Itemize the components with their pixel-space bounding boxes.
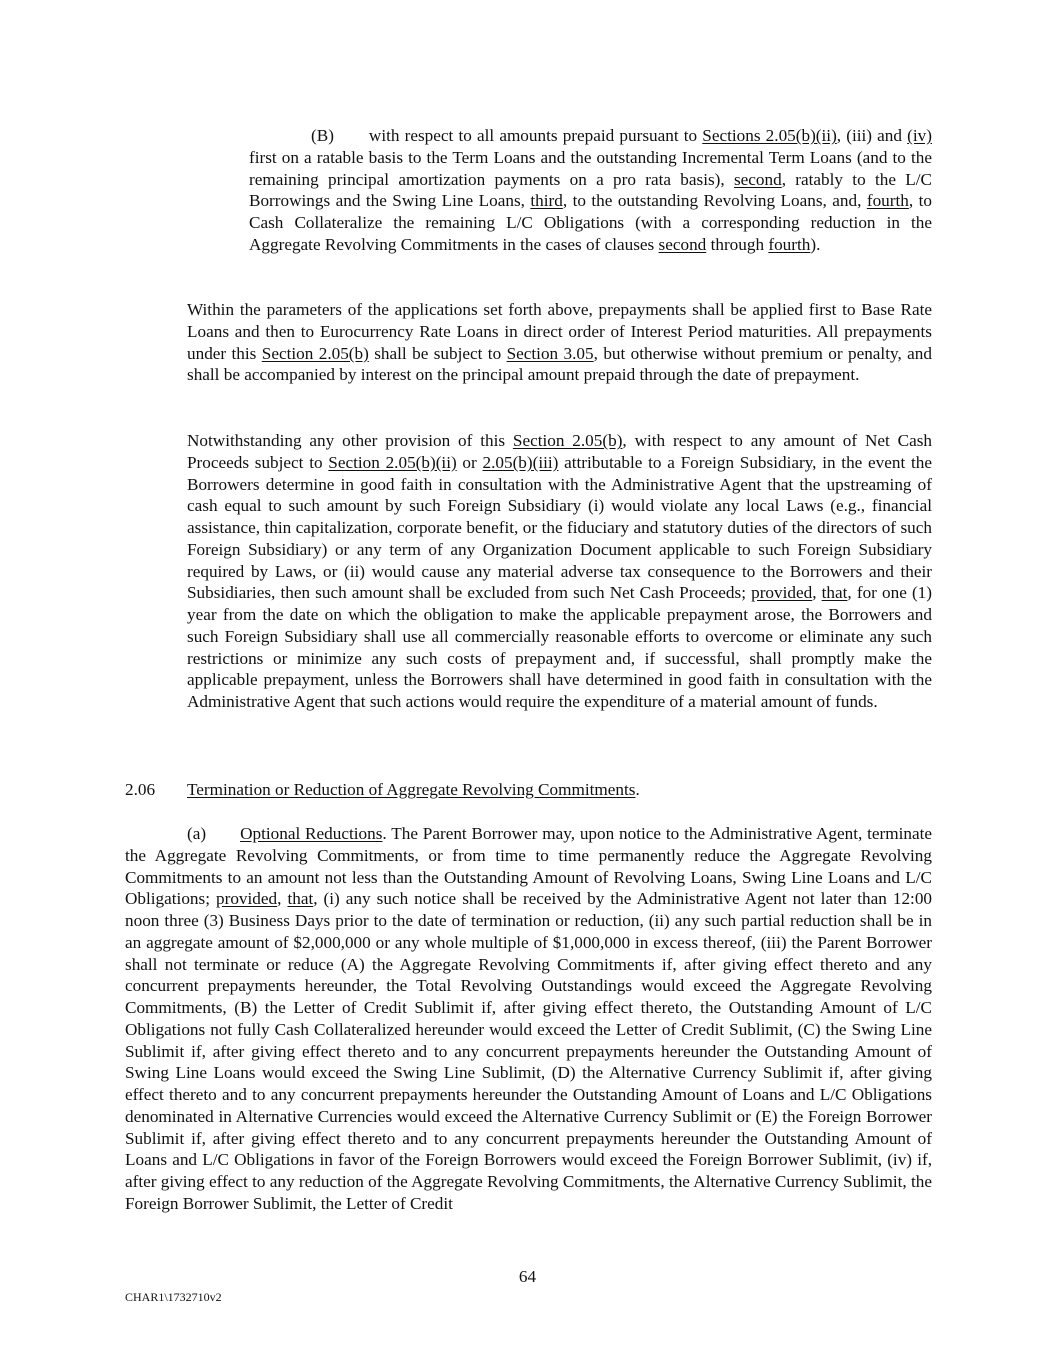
- section-heading: 2.06 Termination or Reduction of Aggregate Revolving Commitments.: [125, 780, 640, 799]
- foreign-subsidiary-paragraph: Notwithstanding any other provision of this Section 2.05(b), with respect to any amount of Net Cash Proceeds subject to Section 2.05(b)(ii) or 2.05(b)(iii) attributable to a Foreign Subsidiary, in the event the Borrowers determine in good faith in consultation with the Administrative Agent that the upstreaming of cash equal to such amount by such Foreign Subsidiary (i) would violate any local Laws (e.g., financial assistance, thin capitalization, corporate benefit, or the fiduciary and statutory duties of the directors of such Foreign Subsidiary) or any term of any Organization Document applicable to such Foreign Subsidiary required by Laws, or (ii) would cause any material adverse tax consequence to the Borrowers and their Subsidiaries, then such amount shall be excluded from such Net Cash Proceeds; provided, that, for one (1) year from the date on which the obligation to make the applicable prepayment arose, the Borrowers and such Foreign Subsidiary shall use all commercially reasonable efforts to overcome or eliminate any such restrictions or minimize any such costs of prepayment and, if successful, shall promptly make the applicable prepayment, unless the Borrowers shall have determined in good faith in consultation with the Administrative Agent that such actions would require the expenditure of a material amount of funds.: [187, 431, 932, 711]
- ordinal-term: second: [658, 234, 707, 254]
- application-order-paragraph: Within the parameters of the applications set forth above, prepayments shall be applied first to Base Rate Loans and then to Eurocurrency Rate Loans in direct order of Interest Period maturities. All prepayments under this Section 2.05(b) shall be subject to Section 3.05, but otherwise without premium or penalty, and shall be accompanied by interest on the principal amount prepaid through the date of prepayment.: [187, 300, 932, 385]
- section-reference: Section 2.05(b)(ii): [328, 452, 457, 472]
- section-reference: Section 3.05: [506, 343, 594, 363]
- section-reference: Section 2.05(b): [512, 431, 623, 450]
- optional-reductions-paragraph: (a) Optional Reductions. The Parent Borrower may, upon notice to the Administrative Agent, terminate the Aggregate Revolving Commitments, or from time to time permanently reduce the Aggregate Revolving Commitments to an amount not less than the Outstanding Amount of Revolving Loans, Swing Line Loans and L/C Obligations; provided, that, (i) any such notice shall be received by the Administrative Agent not later than 12:00 noon three (3) Business Days prior to the date of termination or reduction, (ii) any such partial reduction shall be in an aggregate amount of $2,000,000 or any whole multiple of $1,000,000 in excess thereof, (iii) the Parent Borrower shall not terminate or reduce (A) the Aggregate Revolving Commitments if, after giving effect thereto and any concurrent prepayments hereunder, the Total Revolving Outstandings would exceed the Aggregate Revolving Commitments, (B) the Letter of Credit Sublimit if, after giving effect thereto, the Outstanding Amount of L/C Obligations not fully Cash Collateralized hereunder would exceed the Letter of Credit Sublimit, (C) the Swing Line Sublimit if, after giving effect thereto and to any concurrent prepayments hereunder the Outstanding Amount of Swing Line Loans would exceed the Swing Line Sublimit, (D) the Alternative Currency Sublimit if, after giving effect thereto and to any concurrent prepayments hereunder the Outstanding Amount of Loans and L/C Obligations denominated in Alternative Currencies would exceed the Alternative Currency Sublimit or (E) the Foreign Borrower Sublimit if, after giving effect thereto and to any concurrent prepayments hereunder the Outstanding Amount of Loans and L/C Obligations in favor of the Foreign Borrowers would exceed the Foreign Borrower Sublimit, (iv) if, after giving effect to any reduction of the Aggregate Revolving Commitments, the Alternative Currency Sublimit, the Foreign Borrower Sublimit, the Letter of Credit: [125, 824, 933, 1213]
- proviso-term: provided: [216, 889, 278, 909]
- section-reference: 2.05(b)(iii): [482, 452, 559, 472]
- ordinal-term: fourth: [768, 234, 811, 254]
- ordinal-term: third: [530, 191, 563, 211]
- section-reference: (iv): [907, 126, 932, 145]
- ordinal-term: fourth: [866, 191, 909, 211]
- clause-b-paragraph: (B) with respect to all amounts prepaid pursuant to Sections 2.05(b)(ii), (iii) and (iv) first on a ratable basis to the Term Loans and the outstanding Incremental Term Loans (and to the remaining principal amortization payments on a pro rata basis), second, ratably to the L/C Borrowings and the Swing Line Loans, third, to the outstanding Revolving Loans, and, fourth, to Cash Collateralize the remaining L/C Obligations (with a corresponding reduction in the Aggregate Revolving Commitments in the cases of clauses second through fourth).: [249, 126, 932, 254]
- proviso-term: that: [287, 889, 314, 909]
- clause-a-label: (a): [187, 824, 207, 843]
- proviso-term: provided: [751, 583, 813, 603]
- subsection-heading: Optional Reductions: [240, 824, 383, 843]
- ordinal-term: second: [733, 169, 782, 189]
- document-id: CHAR1\1732710v2: [125, 1290, 222, 1304]
- section-reference: Section 2.05(b): [261, 343, 369, 363]
- page-number: 64: [518, 1267, 537, 1286]
- proviso-term: that: [821, 583, 848, 603]
- section-title: Termination or Reduction of Aggregate Revolving Commitments: [187, 780, 636, 799]
- section-number: 2.06: [125, 780, 156, 799]
- section-reference: Sections 2.05(b)(ii): [702, 126, 837, 145]
- clause-b-label: (B): [311, 126, 334, 145]
